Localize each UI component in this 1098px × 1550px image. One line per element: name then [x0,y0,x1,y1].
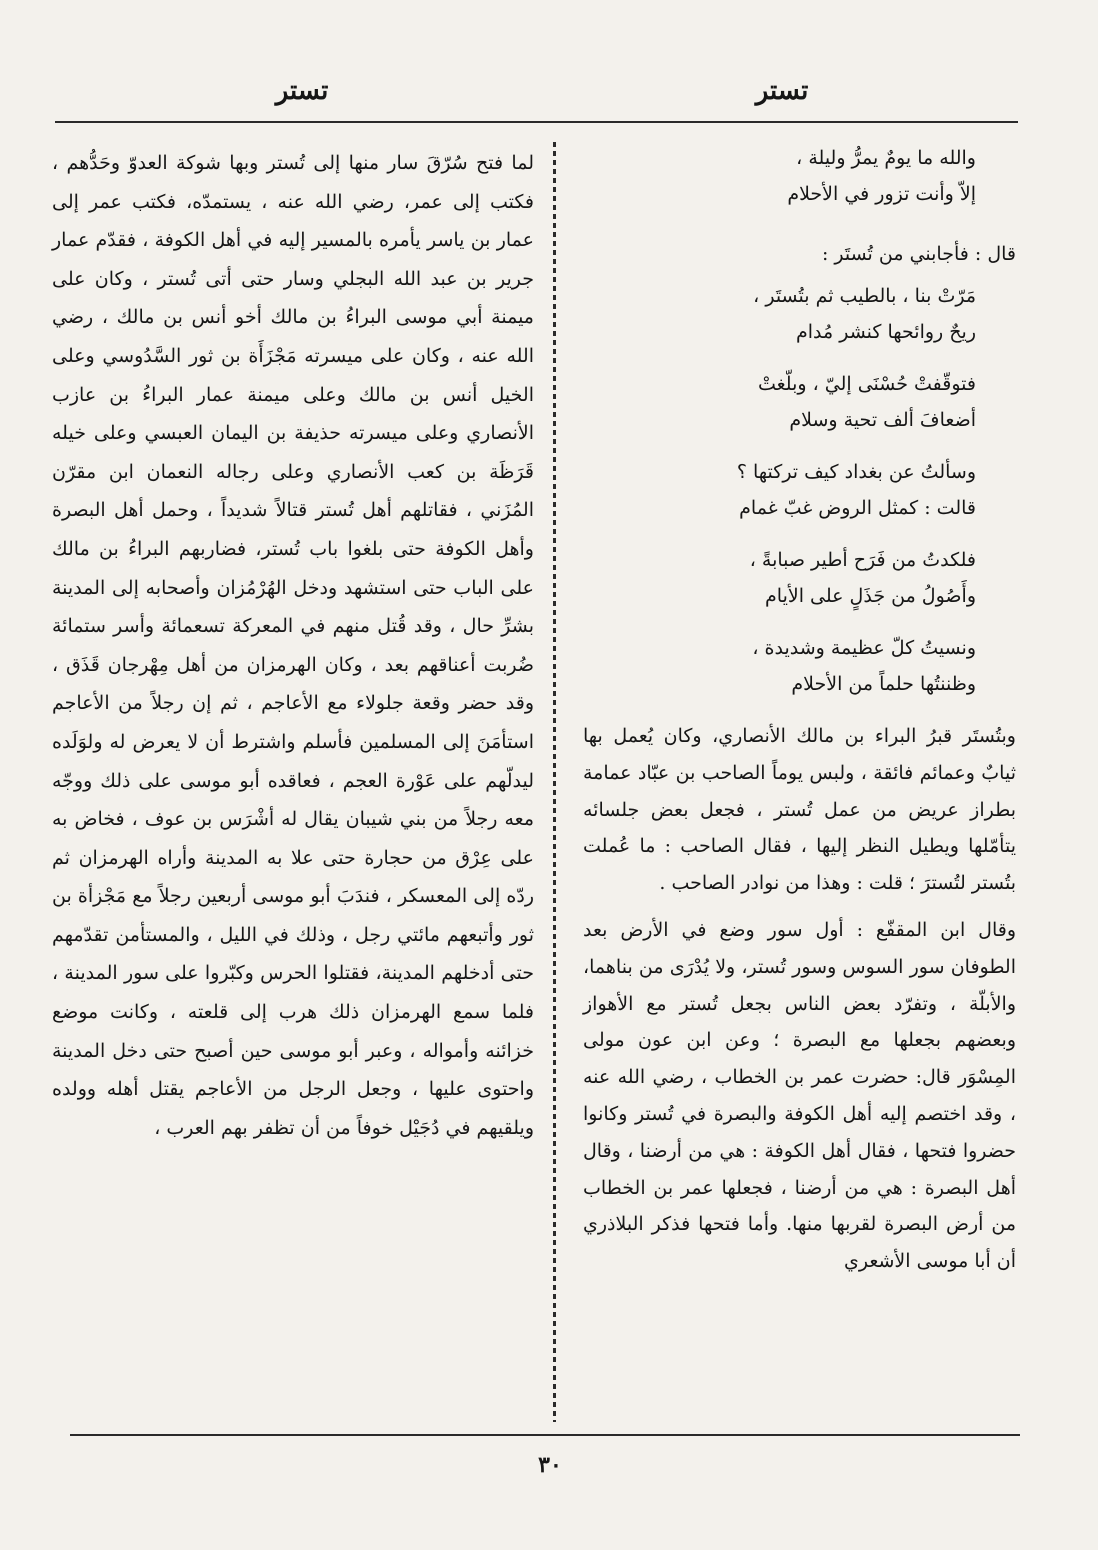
verse-line: أضعافَ ألف تحية وسلام [789,409,976,431]
verse-line: وسألتُ عن بغداد كيف تركتها ؟ [736,461,976,483]
footer-rule [70,1434,1020,1436]
verse-intro-label: قال : فأجابني من تُستَر : [821,243,1016,265]
verse-line: مَرّتْ بنا ، بالطيب ثم بتُستَر ، [753,285,976,307]
intro-verse [583,140,1016,212]
page-number: ٣٠ [538,1452,562,1478]
paragraph: لما فتح سُرّقَ سار منها إلى تُستر وبها شوكة العدوّ وحَدُّهم ، فكتب إلى عمر، رضي الله عنه ، يستمدّه، فكتب عمر إلى عمار بن ياسر يأمره بالمسير إليه في أهل الكوفة ، فقدّم عمار جرير بن عبد الله البجلي وسار حتى أتى تُستر ، وكان على ميمنة أبي موسى البراءُ بن مالك أخو أنس بن مالك ، رضي الله عنه ، وكان على ميسرته مَجْزَأَة بن ثور السَّدُوسي وعلى الخيل أنس بن مالك وعلى ميمنة عمار البراءُ بن عازب الأنصاري وعلى ميسرته حذيفة بن اليمان العبسي وعلى خيله قَرَظَة بن كعب الأنصاري وعلى رجاله النعمان ابن مقرّن المُزَني ، فقاتلهم أهل تُستر قتالاً شديداً ، وحمل أهل البصرة وأهل الكوفة حتى بلغوا باب تُستر، فضاربهم البراءُ بن مالك على الباب حتى استشهد ودخل الهُرْمُزان وأصحابه إلى المدينة بشرِّ حال ، وقد قُتل منهم في المعركة تسعمائة وأسر ستمائة ضُربت أعناقهم بعد ، وكان الهرمزان من أهل مِهْرجان قَذَق ، وقد حضر وقعة جلولاء مع الأعاجم ، ثم إن رجلاً من الأعاجم استأمَنَ إلى المسلمين فأسلم واشترط أن لا يعرض له ولوَلَده ليدلّهم على عَوْرة العجم ، فعاقده أبو موسى على ذلك ووجّه معه رجلاً من بني شيبان يقال له أشْرَس بن عوف ، فخاض به على عِرْق من حجارة حتى علا به المدينة وأراه الهرمزان ثم ردّه إلى المعسكر ، فندَبَ أبو موسى أربعين رجلاً مع مَجْزأة بن ثور وأتبعهم مائتي رجل ، وذلك في الليل ، والمستأمن تقدّمهم حتى أدخلهم المدينة، فقتلوا الحرس وكبّروا على سور المدينة ، فلما سمع الهرمزان ذلك هرب إلى قلعته ، وكانت موضع خزائنه وأمواله ، وعبر أبو موسى حين أصبح حتى دخل المدينة واحتوى عليها ، وجعل الرجل من الأعاجم يقتل أهله وولده ويلقيهم في دُجَيْل خوفاً من أن تظفر بهم العرب ، [52,152,534,1139]
verse-line: ونسيتُ كلّ عظيمة وشديدة ، [752,637,976,659]
poem-stanza [583,454,1016,526]
verse-line: وظننتُها حلماً من الأحلام [791,673,976,695]
poem-stanza [583,630,1016,702]
verse-line: وأَصُولُ من جَذَلٍ على الأيام [765,585,976,607]
poem-stanza [583,366,1016,438]
verse-line: ريحٌ روائحها كنشر مُدام [796,321,976,343]
paragraph: وبتُستَر قبرُ البراء بن مالك الأنصاري، وكان يُعمل بها ثيابٌ وعمائم فائقة ، ولبس يوماً الصاحب بن عبّاد عمامة بطراز عريض من عمل تُستر ، فجعل بعض جلسائه يتأمّلها ويطيل النظر إليها ، فقال الصاحب : ما عُملت بتُستر لتُسترَ ؛ قلت : وهذا من نوادر الصاحب . [583,725,1016,895]
running-header-right: تستر [755,76,809,106]
header-rule [55,121,1018,123]
paragraph: وقال ابن المقفّع : أول سور وضع في الأرض بعد الطوفان سور السوس وسور تُستر، ولا يُدْرَى من بناهما، والأبلّة ، وتفرّد بعض الناس بجعل تُستر مع الأهواز وبعضهم بجعلها مع البصرة ؛ وعن ابن عون مولى المِسْوَر قال: حضرت عمر بن الخطاب ، رضي الله عنه ، وقد اختصم إليه أهل الكوفة والبصرة في تُستر وكانوا حضروا فتحها ، فقال أهل الكوفة : هي من أرضنا ، وقال أهل البصرة : هي من أرضنا ، فجعلها عمر بن الخطاب من أرض البصرة لقربها منها. وأما فتحها فذكر البلاذري أن أبا موسى الأشعري [583,918,1016,1273]
left-column [52,144,534,1147]
verse-line: فتوقّفتْ حُسْنَى إليّ ، وبلّغتْ [757,373,976,395]
verse-line: فلكدتُ من فَرَح أطير صبابةً ، [749,549,976,571]
verse-line: والله ما يومٌ يمرُّ وليلة ، [796,147,976,169]
right-column [583,140,1016,1280]
poem-stanza [583,278,1016,350]
column-divider [553,142,556,1422]
running-header-left: تستر [275,76,329,106]
poem-stanza [583,542,1016,614]
verse-line: قالت : كمثل الروض غبّ غمام [739,497,976,519]
verse-line: إلاّ وأنت تزور في الأحلام [787,183,976,205]
